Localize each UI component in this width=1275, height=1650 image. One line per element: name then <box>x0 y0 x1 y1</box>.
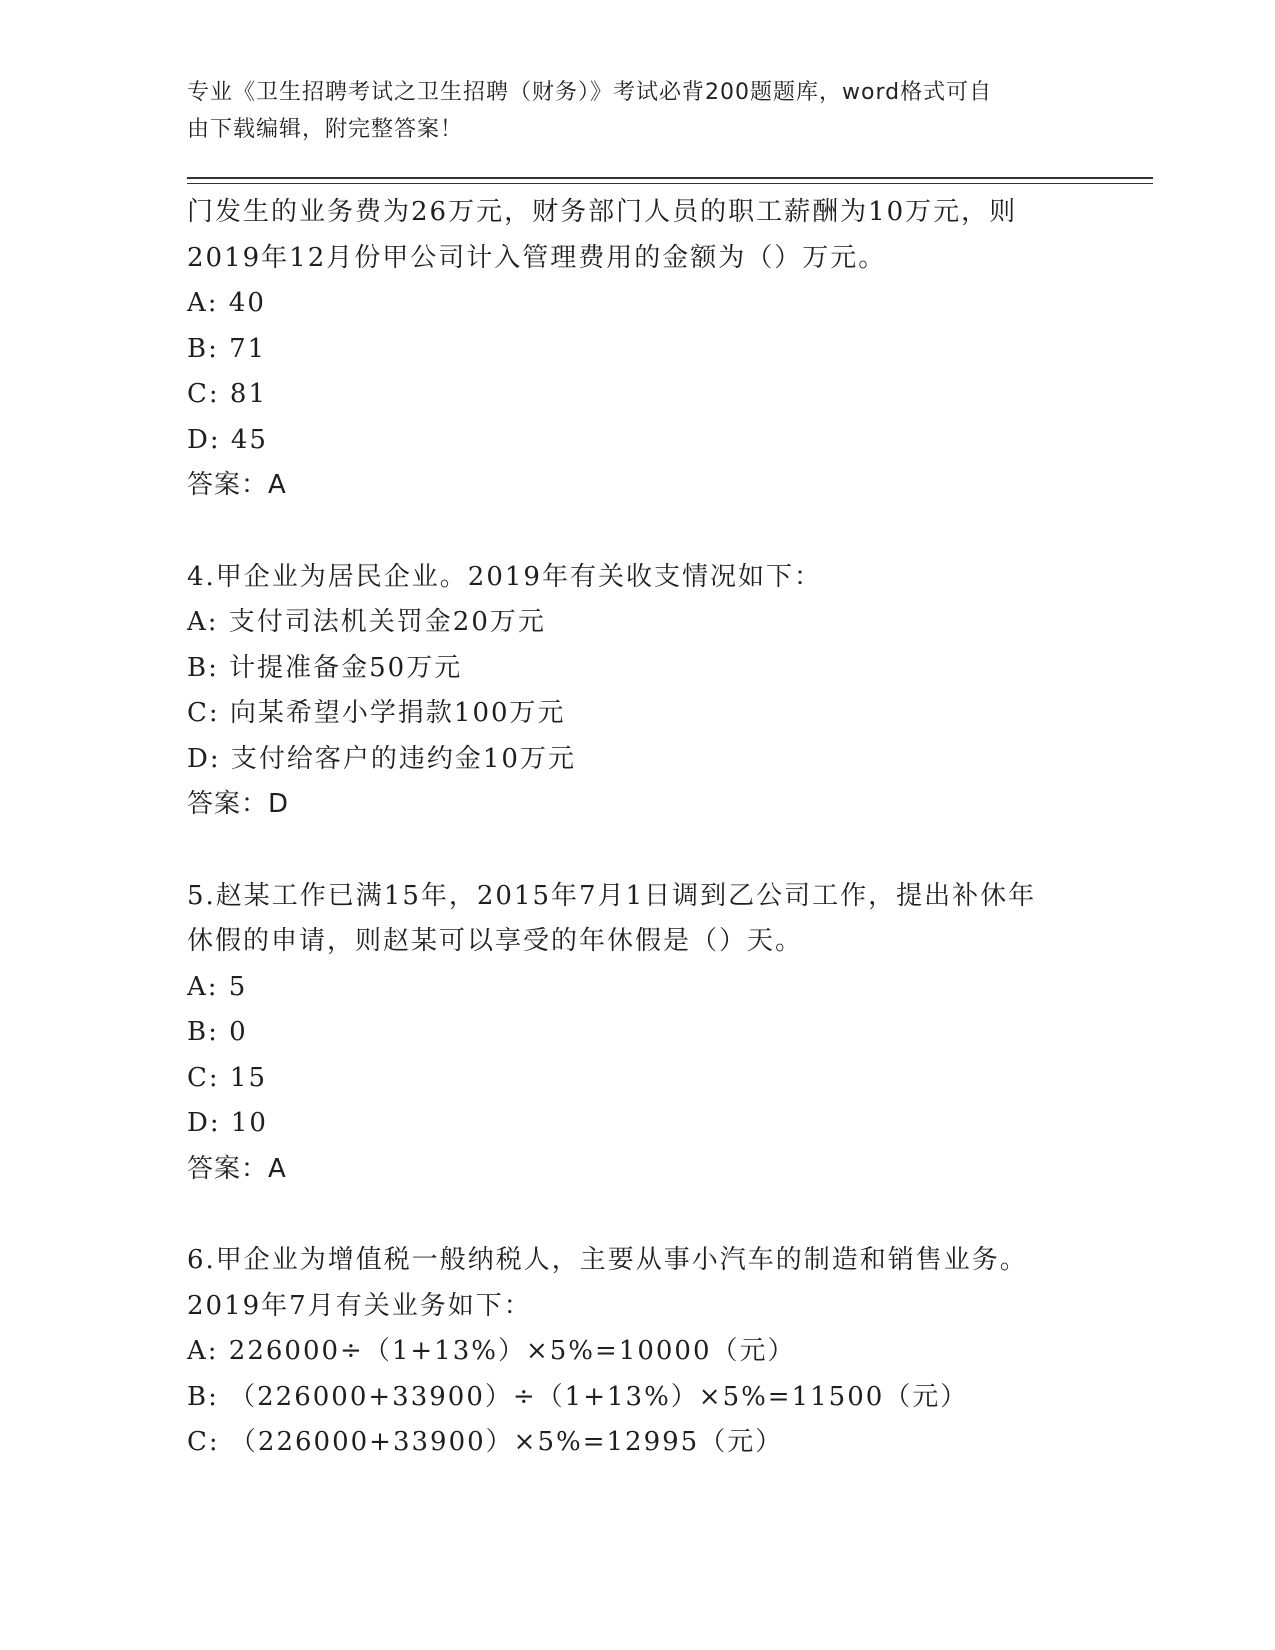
option-c: C: 15 <box>187 1062 268 1093</box>
question-stem-line: 5.赵某工作已满15年，2015年7月1日调到乙公司工作，提出补休年 <box>187 880 1037 911</box>
question-block <box>187 1238 1137 1466</box>
option-a: A: 226000÷（1+13%）×5%=10000（元） <box>187 1336 796 1366</box>
question-stem-line: 门发生的业务费为26万元，财务部门人员的职工薪酬为10万元，则 <box>187 197 1018 227</box>
header-title-line-1: 专业《卫生招聘考试之卫生招聘（财务）》考试必背200题题库，word格式可自 <box>187 80 993 105</box>
option-d: D: 支付给客户的违约金10万元 <box>187 743 576 774</box>
question-block <box>187 874 1137 1193</box>
question-stem-line: 休假的申请，则赵某可以享受的年休假是（）天。 <box>187 926 804 956</box>
option-a: A: 5 <box>187 971 248 1002</box>
question-stem-line: 2019年7月有关业务如下： <box>187 1290 532 1321</box>
option-c: C: 向某希望小学捐款100万元 <box>187 698 566 728</box>
option-d: D: 10 <box>187 1108 268 1138</box>
question-stem-line: 6.甲企业为增值税一般纳税人，主要从事小汽车的制造和销售业务。 <box>187 1245 1028 1275</box>
question-list <box>187 190 1137 1466</box>
option-d: D: 45 <box>187 424 268 455</box>
answer-line: 答案：A <box>187 1153 287 1184</box>
option-c: C: 81 <box>187 379 268 409</box>
option-b: B: 71 <box>187 333 267 364</box>
header-rule-thick <box>187 177 1153 179</box>
option-a: A: 40 <box>187 288 266 318</box>
header-rule-thin <box>187 183 1153 184</box>
option-c: C: （226000+33900）×5%=12995（元） <box>187 1427 784 1457</box>
option-b: B: 0 <box>187 1017 248 1047</box>
header-title-line-2: 由下载编辑，附完整答案！ <box>187 117 464 142</box>
question-block <box>187 555 1137 828</box>
question-block <box>187 190 1137 509</box>
answer-line: 答案：A <box>187 470 287 500</box>
question-stem-line: 4.甲企业为居民企业。2019年有关收支情况如下： <box>187 561 822 592</box>
answer-line: 答案：D <box>187 789 290 819</box>
question-stem-line: 2019年12月份甲公司计入管理费用的金额为（）万元。 <box>187 242 887 273</box>
option-a: A: 支付司法机关罚金20万元 <box>187 607 546 637</box>
option-b: B: （226000+33900）÷（1+13%）×5%=11500（元） <box>187 1381 969 1412</box>
document-header <box>187 74 1087 148</box>
option-b: B: 计提准备金50万元 <box>187 652 463 683</box>
